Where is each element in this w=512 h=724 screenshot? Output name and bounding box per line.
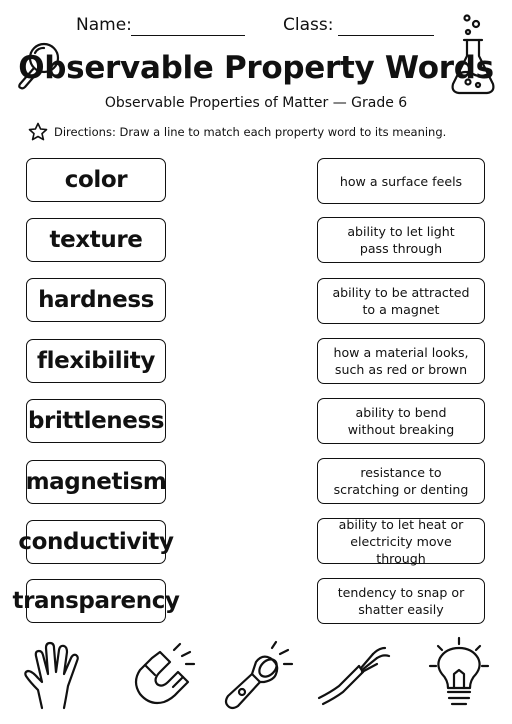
word-box-color[interactable]: color: [26, 158, 166, 202]
definition-line: to a magnet: [362, 302, 440, 317]
definition-line: scratching or denting: [333, 482, 469, 497]
definition-box-8[interactable]: [317, 578, 485, 624]
definition-box-5[interactable]: [317, 398, 485, 444]
definition-line: shatter easily: [358, 602, 444, 617]
definition-line: ability to bend: [355, 405, 447, 420]
directions-text: Directions: Draw a line to match each property word to its meaning.: [54, 125, 447, 139]
hand-icon: [22, 640, 94, 712]
word-box-hardness[interactable]: hardness: [26, 278, 166, 322]
word-box-brittleness[interactable]: brittleness: [26, 399, 166, 443]
light-bulb-icon: [424, 636, 494, 716]
definition-line: ability to be attracted: [332, 285, 470, 300]
definition-box-1[interactable]: [317, 158, 485, 204]
magnet-icon: [130, 642, 200, 712]
definition-line: ability to let light: [347, 224, 455, 239]
word-box-texture[interactable]: texture: [26, 218, 166, 262]
definition-box-4[interactable]: [317, 338, 485, 384]
star-icon: [28, 122, 48, 142]
class-field-line[interactable]: [338, 35, 434, 36]
page-title: Observable Property Words: [18, 50, 494, 86]
word-box-transparency[interactable]: transparency: [26, 579, 166, 623]
definition-box-3[interactable]: [317, 278, 485, 324]
definition-box-6[interactable]: [317, 458, 485, 504]
definition-line: how a material looks,: [333, 345, 469, 360]
class-label: Class:: [283, 15, 334, 35]
flashlight-icon: [220, 640, 296, 714]
word-box-flexibility[interactable]: flexibility: [26, 339, 166, 383]
definition-line: resistance to: [360, 465, 442, 480]
definition-line: pass through: [359, 241, 443, 256]
definition-line: tendency to snap or: [337, 585, 465, 600]
definition-line: such as red or brown: [334, 362, 468, 377]
wire-icon: [315, 642, 391, 710]
name-label: Name:: [76, 15, 132, 35]
definition-box-7[interactable]: [317, 518, 485, 564]
definition-line: without breaking: [347, 422, 455, 437]
name-field-line[interactable]: [131, 35, 245, 36]
word-box-conductivity[interactable]: conductivity: [26, 520, 166, 564]
definition-line: electricity move through: [350, 533, 452, 566]
definition-line: ability to let heat or: [338, 516, 464, 532]
definition-line: how a surface feels: [339, 173, 463, 189]
page-subtitle: Observable Properties of Matter — Grade 6: [104, 95, 408, 111]
word-box-magnetism[interactable]: magnetism: [26, 460, 166, 504]
definition-box-2[interactable]: [317, 217, 485, 263]
